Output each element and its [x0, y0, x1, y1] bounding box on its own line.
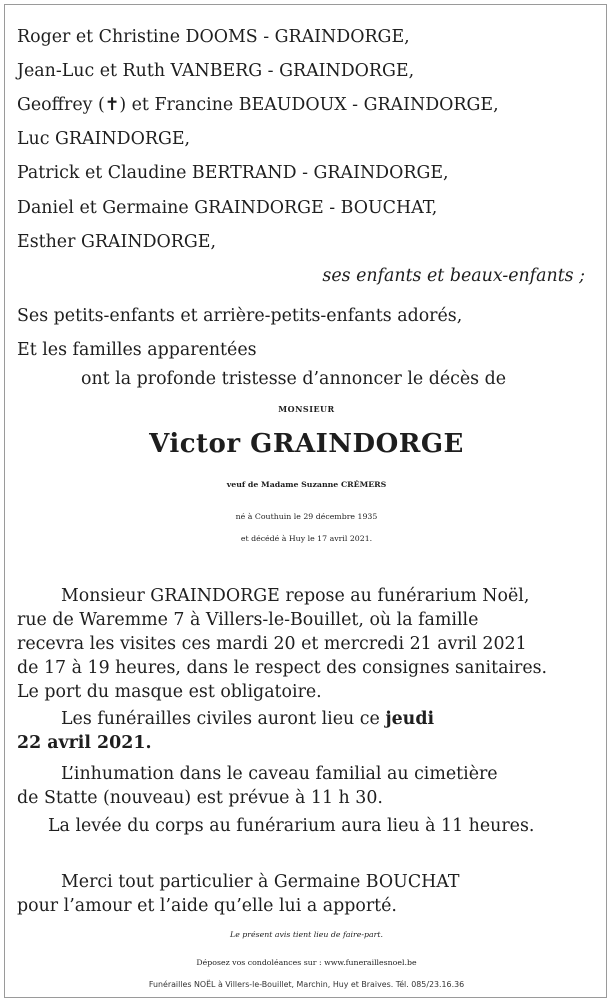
announce-line: ont la profonde tristesse d’annoncer le décès de	[81, 369, 507, 389]
grandchildren-line: Ses petits-enfants et arrière-petits-enfants adorés,	[17, 306, 463, 326]
repose-line-5: Le port du masque est obligatoire.	[17, 682, 322, 702]
repose-line-1: Monsieur GRAINDORGE repose au funérarium Noël,	[61, 586, 530, 606]
child-line-1: Roger et Christine DOOMS - GRAINDORGE,	[17, 27, 410, 47]
relatives-line: Et les familles apparentées	[17, 340, 257, 360]
child-line-5: Patrick et Claudine BERTRAND - GRAINDORGE,	[17, 163, 449, 183]
levee-line: La levée du corps au funérarium aura lieu à 11 heures.	[48, 816, 535, 836]
child-line-7: Esther GRAINDORGE,	[17, 232, 216, 252]
thanks-line-2: pour l’amour et l’aide qu’elle lui a apporté.	[17, 896, 397, 916]
repose-line-4: de 17 à 19 heures, dans le respect des consignes sanitaires.	[17, 658, 548, 678]
child-line-6: Daniel et Germaine GRAINDORGE - BOUCHAT,	[17, 198, 438, 218]
funeral-line	[61, 708, 434, 730]
child-line-3: Geoffrey (✝) et Francine BEAUDOUX - GRAINDORGE,	[17, 95, 499, 115]
deceased-title: MONSIEUR	[278, 404, 335, 414]
died-line: et décédé à Huy le 17 avril 2021.	[240, 534, 373, 543]
notice-line: Le présent avis tient lieu de faire-part.	[230, 930, 383, 939]
widower-line: veuf de Madame Suzanne CRÉMERS	[226, 480, 387, 489]
funeral-day: jeudi	[385, 709, 435, 729]
child-line-4: Luc GRAINDORGE,	[17, 129, 191, 149]
funeral-home-footer: Funérailles NOËL à Villers-le-Bouillet, Marchin, Huy et Braives. Tél. 085/23.16.36	[148, 980, 465, 989]
burial-line-2: de Statte (nouveau) est prévue à 11 h 30.	[17, 788, 383, 808]
notice-frame	[4, 4, 607, 998]
burial-line-1: L’inhumation dans le caveau familial au cimetière	[61, 764, 498, 784]
child-line-2: Jean-Luc et Ruth VANBERG - GRAINDORGE,	[17, 61, 415, 81]
condolences-line: Déposez vos condoléances sur : www.funeraillesnoel.be	[196, 958, 417, 967]
born-line: né à Couthuin le 29 décembre 1935	[235, 512, 378, 521]
funeral-date: 22 avril 2021.	[17, 733, 152, 753]
repose-line-2: rue de Waremme 7 à Villers-le-Bouillet, où la famille	[17, 610, 479, 630]
thanks-line-1: Merci tout particulier à Germaine BOUCHAT	[61, 872, 460, 892]
funeral-intro: Les funérailles civiles auront lieu ce	[61, 709, 380, 729]
children-caption: ses enfants et beaux-enfants ;	[322, 266, 585, 286]
repose-line-3: recevra les visites ces mardi 20 et mercredi 21 avril 2021	[17, 634, 527, 654]
deceased-name: Victor GRAINDORGE	[149, 429, 464, 459]
